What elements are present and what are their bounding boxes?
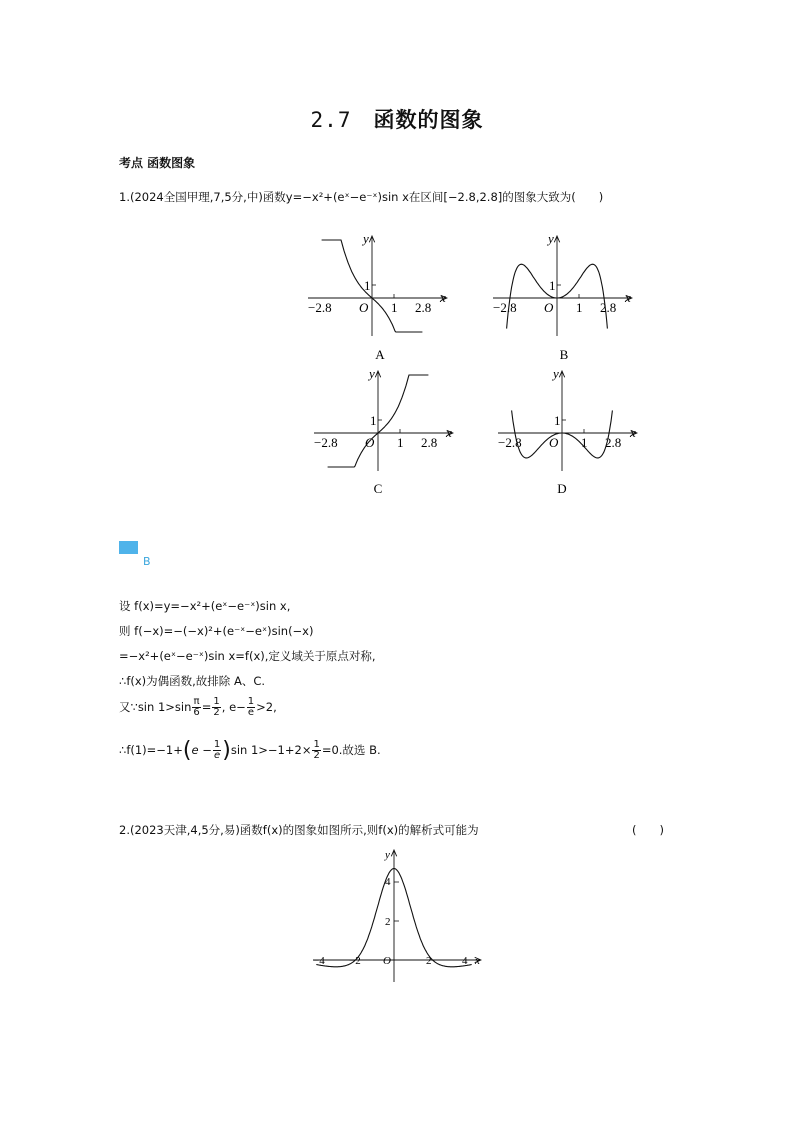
section-number: 2.7 <box>310 108 352 132</box>
tick-label-pos: 2.8 <box>600 300 617 315</box>
origin-label: O <box>544 300 554 315</box>
tick-label-1-x: 1 <box>397 435 404 450</box>
tick-label-xm4: −4 <box>313 955 325 967</box>
tick-label-pos: 2.8 <box>421 435 438 450</box>
solution-line-4: ∴f(x)为偶函数,故排除 A、C. <box>119 674 266 688</box>
option-d-graph <box>498 366 637 471</box>
x-axis-label: x <box>475 955 480 967</box>
fraction-one-over-e: $\frac{1}{e}$ <box>247 696 255 718</box>
tick-label-neg: −2.8 <box>493 300 517 315</box>
fraction-pi-over-6: $\frac{\pi}{6}$ <box>193 696 200 718</box>
y-axis-label: y <box>369 366 375 381</box>
tick-label-1: 1 <box>554 413 561 428</box>
tick-label-x4: 4 <box>462 955 468 967</box>
option-a-graph <box>308 231 447 336</box>
page-title <box>0 104 794 134</box>
answer-marker-icon <box>119 541 138 554</box>
option-d-label: D <box>557 481 567 496</box>
option-c-label: C <box>373 481 383 496</box>
tick-label-y4: 4 <box>385 876 391 888</box>
origin-label: O <box>549 435 559 450</box>
tick-label-neg: −2.8 <box>314 435 338 450</box>
solution-line-3: =−x²+(eˣ−e⁻ˣ)sin x=f(x),定义域关于原点对称, <box>119 649 376 663</box>
y-axis-label: y <box>553 366 559 381</box>
tick-label-x2: 2 <box>426 955 432 967</box>
fraction-one-half: $\frac{1}{2}$ <box>213 696 220 718</box>
y-axis-label: y <box>548 231 554 246</box>
question-2-answer-paren: ( ) <box>632 823 664 837</box>
tick-label-1-x: 1 <box>576 300 583 315</box>
tick-label-1: 1 <box>370 413 377 428</box>
tick-label-neg: −2.8 <box>498 435 522 450</box>
tick-label-1-x: 1 <box>391 300 398 315</box>
solution-line-5: 又∵sin 1>sin $\frac{\pi}{6}$ = $\frac{1}{2}$ , e− $\frac{1}{e}$ >2, <box>119 696 277 718</box>
origin-label: O <box>365 435 375 450</box>
solution-line-6: ∴f(1)=−1+(e − $\frac{1}{e}$ )sin 1>−1+2× $\frac{1}{2}$ =0.故选 B. <box>119 738 381 763</box>
x-axis-label: x <box>440 290 446 305</box>
option-b-graph <box>493 231 632 336</box>
question-2-graph <box>305 840 495 990</box>
question-1-stem: 1.(2024全国甲理,7,5分,中)函数y=−x²+(eˣ−e⁻ˣ)sin x在区间[−2.8,2.8]的图象大致为( ) <box>119 190 604 204</box>
y-axis-label: y <box>385 849 390 861</box>
x-axis-label: x <box>446 425 452 440</box>
solution-line-1: 设 f(x)=y=−x²+(eˣ−e⁻ˣ)sin x, <box>119 599 291 613</box>
tick-label-1: 1 <box>364 278 371 293</box>
x-axis-label: x <box>630 425 636 440</box>
question-2-stem: 2.(2023天津,4,5分,易)函数f(x)的图象如图所示,则f(x)的解析式可能为 <box>119 823 479 837</box>
tick-label-pos: 2.8 <box>605 435 622 450</box>
option-c-graph <box>314 366 453 471</box>
x-axis-label: x <box>625 290 631 305</box>
tick-label-pos: 2.8 <box>415 300 432 315</box>
option-a-label: A <box>375 347 385 362</box>
solution-line-2: 则 f(−x)=−(−x)²+(e⁻ˣ−eˣ)sin(−x) <box>119 624 314 638</box>
origin-label: O <box>359 300 369 315</box>
origin-label: O <box>383 955 391 967</box>
question-1-option-graphs <box>300 228 660 508</box>
topic-heading: 考点 函数图象 <box>119 156 196 170</box>
option-b-label: B <box>559 347 569 362</box>
section-title: 函数的图象 <box>373 108 484 132</box>
tick-label-y2: 2 <box>385 916 391 928</box>
tick-label-neg: −2.8 <box>308 300 332 315</box>
tick-label-xm2: −2 <box>349 955 361 967</box>
tick-label-1-x: 1 <box>581 435 588 450</box>
tick-label-1: 1 <box>549 278 556 293</box>
y-axis-label: y <box>363 231 369 246</box>
answer-letter: B <box>143 555 151 568</box>
